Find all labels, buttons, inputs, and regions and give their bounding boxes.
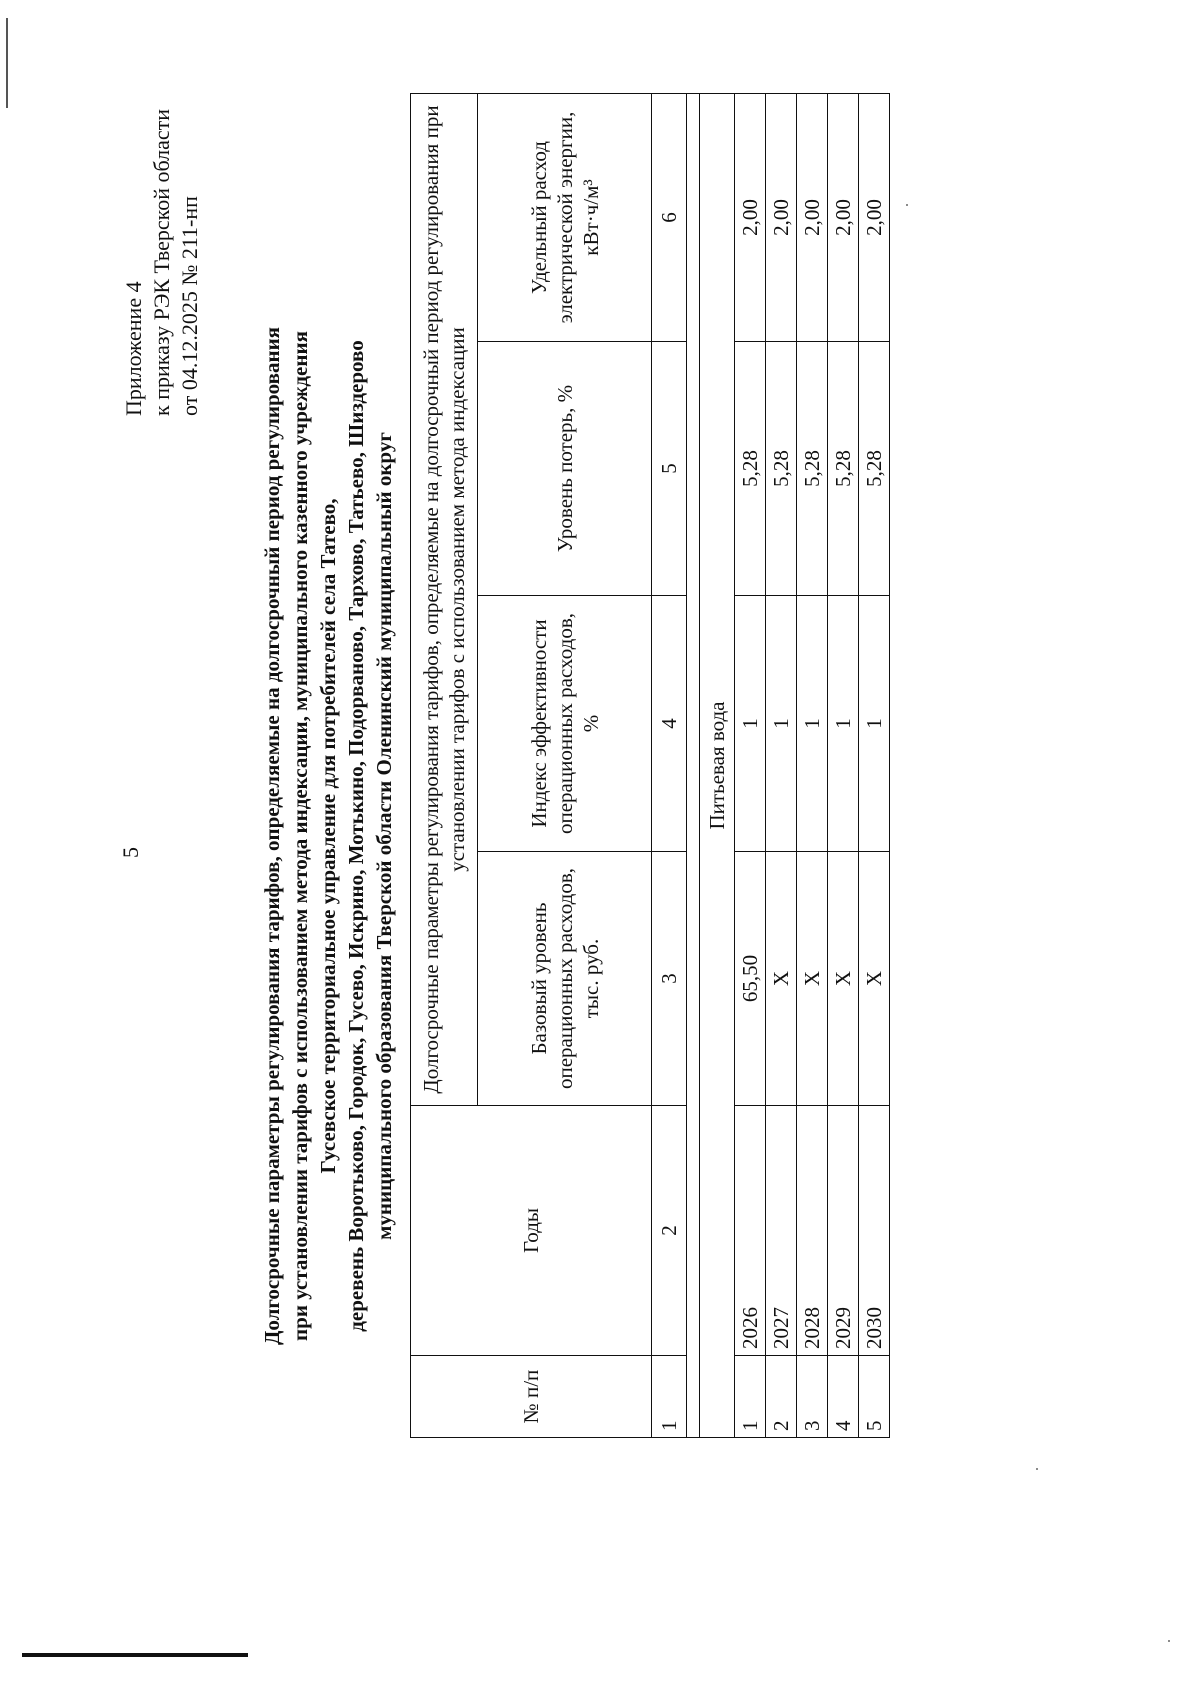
row-loss: 5,28 xyxy=(735,342,766,596)
row-base: Х xyxy=(828,852,859,1106)
annex-header xyxy=(120,109,204,416)
row-index: 1 xyxy=(766,596,797,852)
header-index: Индекс эффективности операционных расходов, % xyxy=(478,596,652,852)
row-energy: 2,00 xyxy=(859,94,890,342)
annex-line: от 04.12.2025 № 211-нп xyxy=(177,196,202,416)
table-row xyxy=(797,94,828,1438)
row-index: 1 xyxy=(828,596,859,852)
column-number-row xyxy=(652,94,687,1438)
page-number: 5 xyxy=(118,847,143,858)
row-year: 2027 xyxy=(766,1106,797,1356)
table-row xyxy=(828,94,859,1438)
table-header-row xyxy=(411,94,478,1438)
column-number: 5 xyxy=(652,342,687,596)
row-year: 2028 xyxy=(797,1106,828,1356)
header-group: Долгосрочные параметры регулирования тарифов, определяемые на долгосрочный период регулирования при установлении тарифов с использованием метода индексации xyxy=(411,94,478,1106)
row-loss: 5,28 xyxy=(766,342,797,596)
row-loss: 5,28 xyxy=(797,342,828,596)
header-loss: Уровень потерь, % xyxy=(478,342,652,596)
document-title xyxy=(258,206,398,1466)
row-year: 2029 xyxy=(828,1106,859,1356)
section-row xyxy=(700,94,735,1438)
column-number: 3 xyxy=(652,852,687,1106)
row-energy: 2,00 xyxy=(797,94,828,342)
row-num: 4 xyxy=(828,1356,859,1438)
row-year: 2026 xyxy=(735,1106,766,1356)
header-num: № п/п xyxy=(411,1356,652,1438)
row-num: 2 xyxy=(766,1356,797,1438)
column-number: 4 xyxy=(652,596,687,852)
table-row xyxy=(859,94,890,1438)
column-number: 6 xyxy=(652,94,687,342)
row-base: Х xyxy=(766,852,797,1106)
annex-line: к приказу РЭК Тверской области xyxy=(149,108,174,416)
row-base: Х xyxy=(859,852,890,1106)
row-loss: 5,28 xyxy=(859,342,890,596)
header-base: Базовый уровень операционных расходов, тыс. руб. xyxy=(478,852,652,1106)
row-index: 1 xyxy=(797,596,828,852)
title-line: при установлении тарифов с использованием метода индексации, муниципального казенного учреждения xyxy=(288,331,312,1341)
row-num: 1 xyxy=(735,1356,766,1438)
spacer-row xyxy=(687,94,700,1438)
section-title: Питьевая вода xyxy=(700,94,735,1438)
row-base: Х xyxy=(797,852,828,1106)
spacer-cell xyxy=(687,94,700,1438)
row-num: 3 xyxy=(797,1356,828,1438)
row-index: 1 xyxy=(735,596,766,852)
row-year: 2030 xyxy=(859,1106,890,1356)
row-index: 1 xyxy=(859,596,890,852)
column-number: 1 xyxy=(652,1356,687,1438)
parameters-table xyxy=(410,93,890,1438)
title-line: муниципального образования Тверской области Оленинский муниципальный округ xyxy=(372,432,396,1240)
row-energy: 2,00 xyxy=(828,94,859,342)
header-energy: Удельный расход электрической энергии, кВт·ч/м³ xyxy=(478,94,652,342)
table-row xyxy=(735,94,766,1438)
title-line: деревень Воротьково, Городок, Гусево, Искрино, Мотькино, Подорваново, Тархово, Татьево, Шиздерово xyxy=(344,340,368,1332)
row-num: 5 xyxy=(859,1356,890,1438)
header-years: Годы xyxy=(411,1106,652,1356)
column-number: 2 xyxy=(652,1106,687,1356)
title-line: Долгосрочные параметры регулирования тарифов, определяемые на долгосрочный период регулирования xyxy=(260,326,284,1346)
title-line: Гусевское территориальное управление для потребителей села Татево, xyxy=(316,498,340,1174)
row-energy: 2,00 xyxy=(735,94,766,342)
annex-line: Приложение 4 xyxy=(121,281,146,416)
table-row xyxy=(766,94,797,1438)
row-energy: 2,00 xyxy=(766,94,797,342)
row-base: 65,50 xyxy=(735,852,766,1106)
row-loss: 5,28 xyxy=(828,342,859,596)
